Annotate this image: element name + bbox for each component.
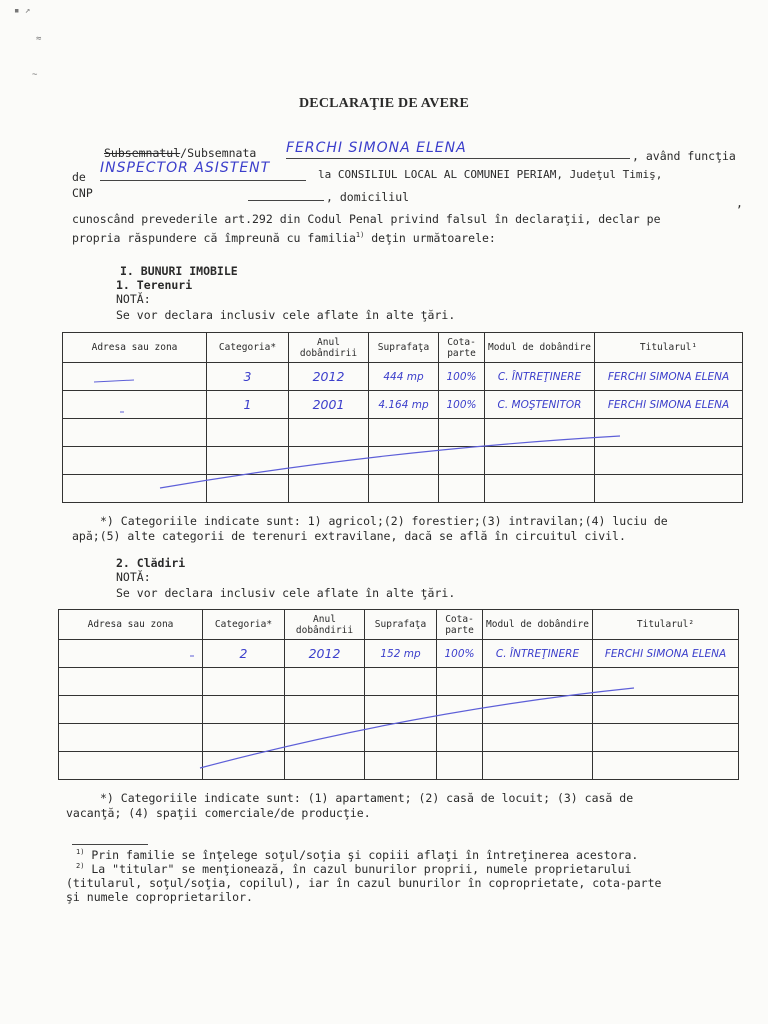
cell-category: 2: [203, 640, 285, 668]
table-row: [63, 391, 743, 419]
cell: [289, 447, 369, 475]
col-header: Adresa sau zona: [63, 333, 207, 363]
cell-owner: FERCHI SIMONA ELENA: [595, 363, 743, 391]
footnote-categories-2: *) Categoriile indicate sunt: (1) apartament; (2) casă de locuit; (3) casă de: [100, 791, 634, 805]
cell: [203, 668, 285, 696]
cell: [437, 724, 483, 752]
cell: [437, 668, 483, 696]
cell: [365, 668, 437, 696]
table-row: [63, 475, 743, 503]
de-label: de: [72, 170, 86, 184]
cell-year: 2012: [289, 363, 369, 391]
cell: [203, 724, 285, 752]
cell: [63, 419, 207, 447]
table-row: [59, 640, 739, 668]
cell-year: 2012: [285, 640, 365, 668]
cell: [365, 752, 437, 780]
cnp-label: CNP: [72, 186, 93, 200]
cell-address: [63, 391, 207, 419]
cell: [483, 724, 593, 752]
cell: [365, 724, 437, 752]
note-1: $^{1)}$ Prin familie se înţelege soţul/soţia şi copiii aflaţi în întreţinerea acestora.: [76, 848, 639, 862]
cell: [285, 724, 365, 752]
cell: [595, 475, 743, 503]
intro-line-1: [104, 146, 256, 160]
cell: [593, 724, 739, 752]
cell: [207, 419, 289, 447]
cell-owner: FERCHI SIMONA ELENA: [593, 640, 739, 668]
cell: [285, 668, 365, 696]
terenuri-table: [62, 332, 743, 503]
note-2-line-2: (titularul, soţul/soţia, copilul), iar în cazul bunurilor în coproprietate, cota-parte: [66, 876, 662, 890]
nota-label: NOTĂ:: [116, 292, 151, 306]
cell: [439, 419, 485, 447]
scan-mark: ≈: [36, 34, 42, 44]
cell: [369, 475, 439, 503]
cell: [593, 696, 739, 724]
table-row: [63, 363, 743, 391]
cell: [207, 475, 289, 503]
cell: [485, 475, 595, 503]
intro-line-4: propria răspundere că împreună cu familia$^{1)}$ deţin următoarele:: [72, 231, 496, 245]
cell-address: [63, 363, 207, 391]
subsection-terenuri: 1. Terenuri: [116, 278, 193, 292]
col-header: Modul de dobândire: [485, 333, 595, 363]
table-row: [63, 419, 743, 447]
cell: [285, 696, 365, 724]
cell: [483, 696, 593, 724]
cell-share: 100%: [437, 640, 483, 668]
col-header: Categoria*: [207, 333, 289, 363]
cell: [289, 419, 369, 447]
avand-functia: , având funcţia: [632, 149, 736, 163]
cell-share: 100%: [439, 391, 485, 419]
page-title: DECLARAŢIE DE AVERE: [298, 96, 470, 111]
cell-acquisition: C. ÎNTREŢINERE: [483, 640, 593, 668]
consiliu-text: la CONSILIUL LOCAL AL COMUNEI PERIAM, Judeţul Timiş,: [318, 168, 663, 181]
footnote-categories-2b: vacanţă; (4) spaţii comerciale/de producţie.: [66, 806, 371, 820]
cell: [439, 447, 485, 475]
cell-area: 444 mp: [369, 363, 439, 391]
cell: [59, 752, 203, 780]
cladiri-table: [58, 609, 739, 780]
cell: [285, 752, 365, 780]
comma: ,: [736, 196, 743, 210]
footnote-categories-1b: apă;(5) alte categorii de terenuri extravilane, dacă se află în circuitul civil.: [72, 529, 626, 543]
cell: [595, 419, 743, 447]
name-handwritten: FERCHI SIMONA ELENA: [286, 140, 467, 156]
col-header: Suprafaţa: [369, 333, 439, 363]
cell: [483, 668, 593, 696]
table-row: [59, 668, 739, 696]
name-field: [286, 140, 630, 159]
scan-mark: ▪ ↗: [14, 6, 31, 16]
domiciliul-label: , domiciliul: [326, 190, 410, 204]
footnote-separator: [72, 844, 148, 845]
col-header: Adresa sau zona: [59, 610, 203, 640]
function-field: [100, 160, 306, 181]
cell: [593, 668, 739, 696]
scan-mark: ~: [32, 70, 38, 80]
table-row: [63, 447, 743, 475]
cell-address: [59, 640, 203, 668]
subsemnata-label: /Subsemnata: [180, 146, 257, 160]
subsemnatul-struck: Subsemnatul: [104, 146, 181, 160]
cell-owner: FERCHI SIMONA ELENA: [595, 391, 743, 419]
note-2: $^{2)}$ La "titular" se menţionează, în cazul bunurilor proprii, numele proprietarului: [76, 862, 632, 876]
cell-category: 3: [207, 363, 289, 391]
cell: [59, 696, 203, 724]
subsection-cladiri: 2. Clădiri: [116, 556, 186, 570]
section-heading: I. BUNURI IMOBILE: [120, 264, 238, 278]
col-header: Anul dobândirii: [285, 610, 365, 640]
cell-category: 1: [207, 391, 289, 419]
cell: [59, 724, 203, 752]
cell: [59, 668, 203, 696]
cell: [439, 475, 485, 503]
cell: [203, 696, 285, 724]
cell-acquisition: C. MOŞTENITOR: [485, 391, 595, 419]
table-row: [59, 696, 739, 724]
cell: [63, 447, 207, 475]
col-header: Cota-parte: [437, 610, 483, 640]
nota-label: NOTĂ:: [116, 570, 151, 584]
cell: [595, 447, 743, 475]
cell: [365, 696, 437, 724]
col-header: Categoria*: [203, 610, 285, 640]
col-header: Cota-parte: [439, 333, 485, 363]
cell: [203, 752, 285, 780]
cell-acquisition: C. ÎNTREŢINERE: [485, 363, 595, 391]
table-header-row: [59, 610, 739, 640]
col-header: Modul de dobândire: [483, 610, 593, 640]
table-header-row: [63, 333, 743, 363]
cell-area: 4.164 mp: [369, 391, 439, 419]
note-2-line-3: şi numele coproprietarilor.: [66, 890, 253, 904]
cell: [483, 752, 593, 780]
cell: [593, 752, 739, 780]
cell: [485, 447, 595, 475]
cell: [63, 475, 207, 503]
col-header: Suprafaţa: [365, 610, 437, 640]
col-header: Titularul²: [593, 610, 739, 640]
cell-year: 2001: [289, 391, 369, 419]
cell: [369, 419, 439, 447]
table-row: [59, 752, 739, 780]
cell-area: 152 mp: [365, 640, 437, 668]
footnote-categories-1: *) Categoriile indicate sunt: 1) agricol;(2) forestier;(3) intravilan;(4) luciu de: [100, 514, 668, 528]
col-header: Titularul¹: [595, 333, 743, 363]
intro-line-3: cunoscând prevederile art.292 din Codul Penal privind falsul în declaraţii, declar pe: [72, 212, 661, 226]
nota-text: Se vor declara inclusiv cele aflate în alte ţări.: [116, 308, 456, 322]
cell: [437, 752, 483, 780]
cell: [207, 447, 289, 475]
col-header: Anul dobândirii: [289, 333, 369, 363]
cell: [485, 419, 595, 447]
cell: [369, 447, 439, 475]
table-row: [59, 724, 739, 752]
cell: [289, 475, 369, 503]
function-handwritten: INSPECTOR ASISTENT: [100, 160, 271, 176]
nota-text: Se vor declara inclusiv cele aflate în alte ţări.: [116, 586, 456, 600]
cell: [437, 696, 483, 724]
cell-share: 100%: [439, 363, 485, 391]
cnp-field: [248, 188, 324, 201]
